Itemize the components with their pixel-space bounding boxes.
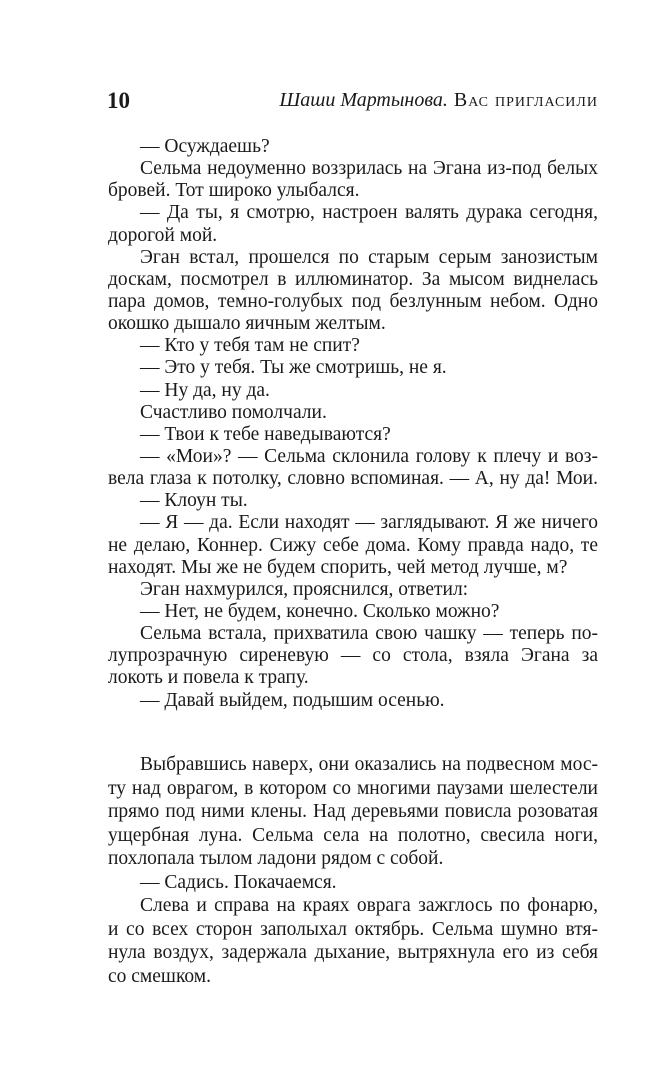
text-line: прямо под ними клены. Над деревьями повисла розоватая [108, 801, 598, 822]
book-title: Вас пригласили [453, 89, 598, 111]
text-line: ту над оврагом, в котором со многими паузами шелестели [108, 777, 598, 799]
text-line: окошко дышало яичным желтым. [108, 313, 386, 335]
text-line: — Это у тебя. Ты же смотришь, не я. [140, 357, 447, 379]
text-line: Сельма встала, прихватила свою чашку — теперь по- [140, 623, 598, 645]
text-line: — Кто у тебя там не спит? [140, 335, 360, 357]
page-number: 10 [107, 88, 130, 113]
text-line: Сельма недоуменно воззрилась на Эгана из-под белых [140, 158, 598, 180]
text-line: вела глаза к потолку, словно вспоминая. — А, ну да! Мои. [108, 468, 598, 490]
text-line: доскам, посмотрел в иллюминатор. За мысом виднелась [108, 268, 598, 290]
text-line: нула воздух, задержала дыхание, вытряхнула его из себя [108, 942, 598, 963]
text-line: дорогой мой. [108, 224, 218, 246]
text-line: — Ну да, ну да. [140, 379, 270, 401]
text-line: Эган нахмурился, прояснился, ответил: [140, 578, 469, 600]
text-line: — Да ты, я смотрю, настроен валять дурака сегодня, [140, 202, 598, 224]
text-line: — Осуждаешь? [140, 136, 270, 157]
text-section-2 [108, 753, 598, 988]
text-line: — Давай выйдем, подышим осенью. [140, 689, 445, 711]
text-line: Счастливо помолчали. [140, 401, 327, 423]
running-title [279, 89, 598, 112]
text-line: Слева и справа на краях оврага зажглось по фонарю, [140, 895, 598, 916]
text-line: — Клоун ты. [140, 490, 248, 512]
text-line: — Садись. Покачаемся. [140, 871, 337, 893]
text-line: Эган встал, прошелся по старым серым занозистым [140, 246, 598, 268]
text-line: локоть и повела к трапу. [108, 667, 309, 689]
text-line: находят. Мы же не будем спорить, чей метод лучше, м? [108, 556, 568, 578]
text-line: пара домов, темно-голубых под безлунным небом. Одно [108, 290, 598, 312]
text-section-1 [108, 136, 598, 712]
text-line: и со всех сторон заполыхал октябрь. Сельма шумно втя- [108, 918, 598, 940]
text-line: бровей. Тот широко улыбался. [108, 180, 360, 202]
text-line: со смешком. [108, 965, 212, 987]
text-line: — Я — да. Если находят — заглядывают. Я же ничего [140, 512, 598, 534]
text-line: — «Мои»? — Сельма склонила голову к плечу и воз- [140, 445, 598, 467]
text-line: ущербная луна. Сельма села на полотно, свесила ноги, [108, 824, 598, 846]
text-line: — Нет, не будем, конечно. Сколько можно? [140, 600, 500, 622]
text-line: не делаю, Коннер. Сижу себе дома. Кому правда надо, те [108, 534, 598, 556]
author-name: Шаши Мартынова. [279, 89, 448, 111]
text-line: лупрозрачную сиреневую — со стола, взяла Эгана за [108, 645, 598, 667]
text-line: Выбравшись наверх, они оказались на подвесном мос- [140, 754, 598, 775]
text-line: — Твои к тебе наведываются? [140, 423, 391, 445]
text-line: похлопала тылом ладони рядом с собой. [108, 848, 444, 869]
